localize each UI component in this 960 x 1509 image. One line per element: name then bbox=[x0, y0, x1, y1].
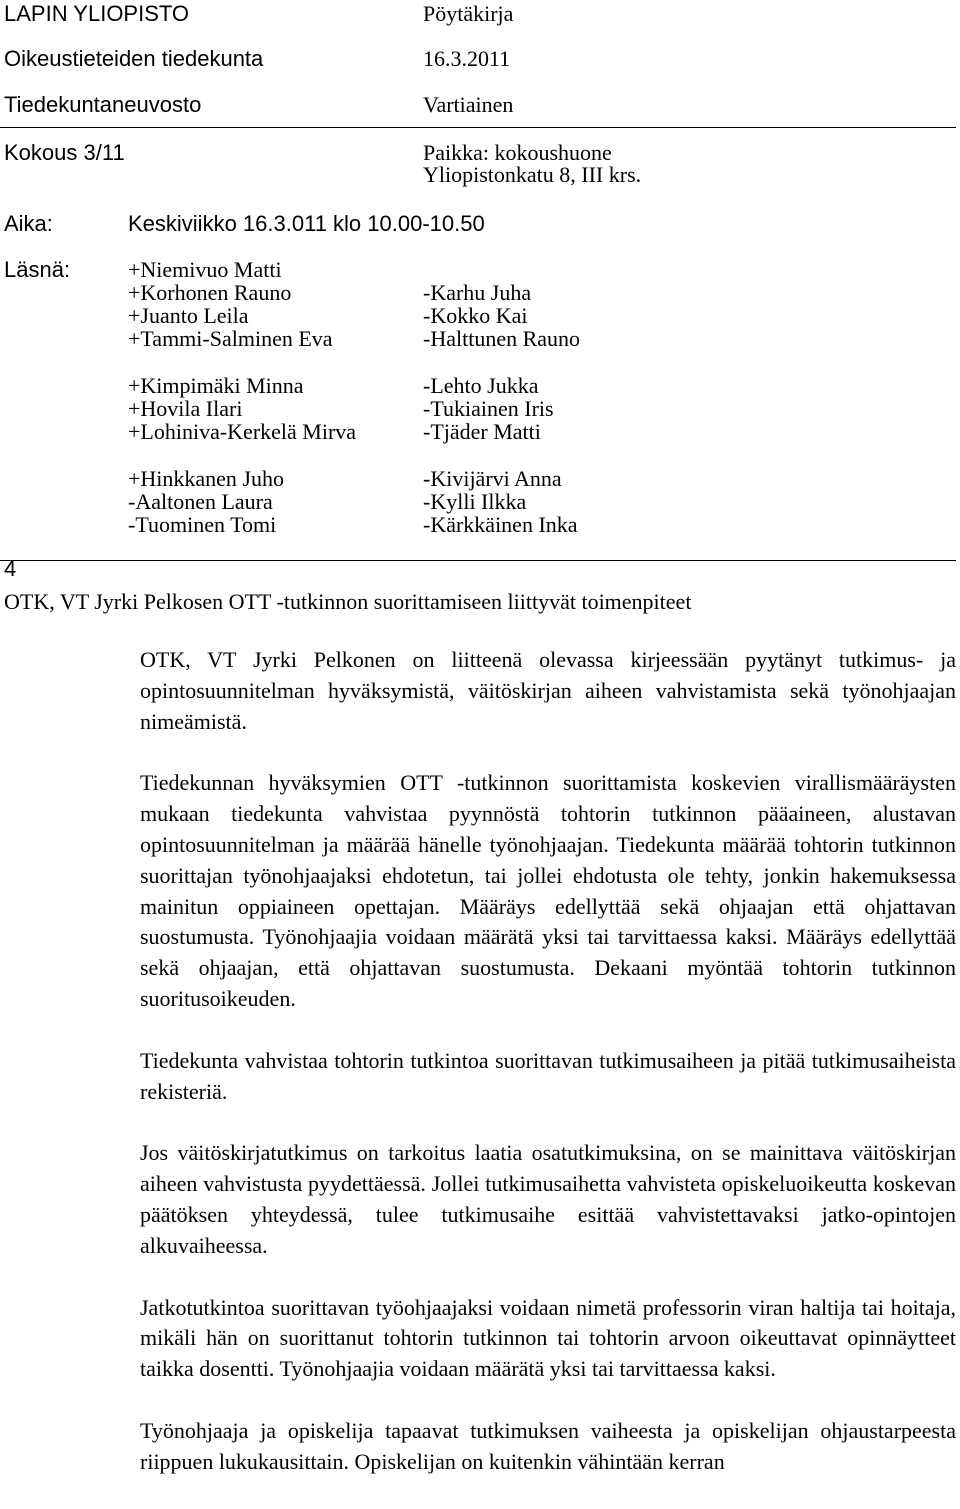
attendee-right: -Karhu Juha bbox=[423, 280, 532, 305]
body-paragraph: Jos väitöskirjatutkimus on tarkoitus laatia osatutkimuksina, on se mainittava väitöskirjan aiheen vahvistusta pyydettäessä. Jollei tutkimusaihetta vahvisteta opiskeluoikeutta koskevan päätöksen yhteydessä, tulee tutkimusaihe esittää vahvistettavaksi jatko-opintojen alkuvaiheessa. bbox=[140, 1140, 956, 1258]
attendee-left: +Juanto Leila bbox=[128, 303, 249, 328]
attendee-left: +Lohiniva-Kerkelä Mirva bbox=[128, 419, 357, 444]
meeting-place-line2: Yliopistonkatu 8, III krs. bbox=[423, 162, 642, 187]
body-paragraph: Tiedekunta vahvistaa tohtorin tutkintoa suorittavan tutkimusaiheen ja pitää tutkimusaiheista rekisteriä. bbox=[140, 1047, 956, 1104]
item-rule bbox=[0, 560, 956, 561]
time-label: Aika: bbox=[4, 211, 53, 236]
guard-name: Vartiainen bbox=[423, 92, 514, 117]
item-body bbox=[140, 645, 956, 1509]
attendee-left: +Korhonen Rauno bbox=[128, 280, 292, 305]
university-name: LAPIN YLIOPISTO bbox=[4, 1, 190, 26]
body-paragraph: Jatkotutkintoa suorittavan työohjaajaksi voidaan nimetä professorin viran haltija tai hoitaja, mikäli hän on suorittanut tohtorin tutkinnon tai tohtorin arvoon oikeuttavat opinnäytteet taikka dosentti. Työnohjaajia voidaan määrätä yksi tai tarvittaessa kaksi. bbox=[140, 1294, 956, 1382]
attendee-right: -Halttunen Rauno bbox=[423, 326, 581, 351]
attendee-right: -Tjäder Matti bbox=[423, 419, 541, 444]
attendance-label: Läsnä: bbox=[4, 257, 71, 282]
attendee-left: -Aaltonen Laura bbox=[128, 489, 273, 514]
body-paragraph: Tiedekunnan hyväksymien OTT -tutkinnon suorittamista koskevien virallismääräysten mukaan tiedekunta vahvistaa pyynnöstä tohtorin tutkinnon pääaineen, alustavan opintosuunnitelman ja määrää hänelle työnohjaajan. Tiedekunta määrää tohtorin tutkinnon suorittajan työnohjaajaksi ehdotetun, tai jollei ehdotusta ole tehty, jonkin hakemuksessa mainitun oppiaineen opettajan. Määräys edellyttää sekä ohjaajan että ohjattavan suostumusta. Työnohjaajia voidaan määrätä yksi tai tarvittaessa kaksi. Määräys edellyttää sekä ohjaajan, että ohjattavan suostumusta. Dekaani myöntää tohtorin tutkinnon suoritusoikeuden. bbox=[140, 770, 956, 1011]
attendee-right: -Kylli Ilkka bbox=[423, 489, 527, 514]
item-title: OTK, VT Jyrki Pelkosen OTT -tutkinnon suorittamiseen liittyvät toimenpiteet bbox=[4, 589, 692, 614]
attendee-right: -Kivijärvi Anna bbox=[423, 466, 562, 491]
time-value: Keskiviikko 16.3.011 klo 10.00-10.50 bbox=[128, 211, 485, 236]
attendee-right: -Tukiainen Iris bbox=[423, 396, 554, 421]
faculty-name: Oikeustieteiden tiedekunta bbox=[4, 46, 264, 71]
attendee-right: -Kokko Kai bbox=[423, 303, 528, 328]
attendee-left: +Hovila Ilari bbox=[128, 396, 243, 421]
attendee-left: -Tuominen Tomi bbox=[128, 512, 277, 537]
attendee-right: -Kärkkäinen Inka bbox=[423, 512, 578, 537]
body-paragraph: OTK, VT Jyrki Pelkonen on liitteenä olevassa kirjeessään pyytänyt tutkimus- ja opintosuunnitelman hyväksymistä, väitöskirjan aiheen vahvistamista sekä työnohjaajan nimeämistä. bbox=[140, 647, 956, 734]
document-type: Pöytäkirja bbox=[423, 1, 514, 26]
meeting-number: Kokous 3/11 bbox=[4, 140, 125, 165]
attendee-left: +Tammi-Salminen Eva bbox=[128, 326, 333, 351]
meeting-place-line1: Paikka: kokoushuone bbox=[423, 140, 612, 165]
attendee-left: +Kimpimäki Minna bbox=[128, 373, 304, 398]
item-number: 4 bbox=[4, 556, 17, 581]
body-paragraph: Työnohjaaja ja opiskelija tapaavat tutkimuksen vaiheesta ja opiskelijan ohjaustarpeesta riippuen lukukausittain. Opiskelijan on kuitenkin vähintään kerran bbox=[140, 1417, 956, 1474]
meeting-date: 16.3.2011 bbox=[423, 46, 511, 71]
attendee-right: -Lehto Jukka bbox=[423, 373, 539, 398]
council-name: Tiedekuntaneuvosto bbox=[4, 92, 202, 117]
attendee-left: +Hinkkanen Juho bbox=[128, 466, 284, 491]
attendee-left: +Niemivuo Matti bbox=[128, 257, 282, 282]
header-rule bbox=[0, 127, 956, 128]
